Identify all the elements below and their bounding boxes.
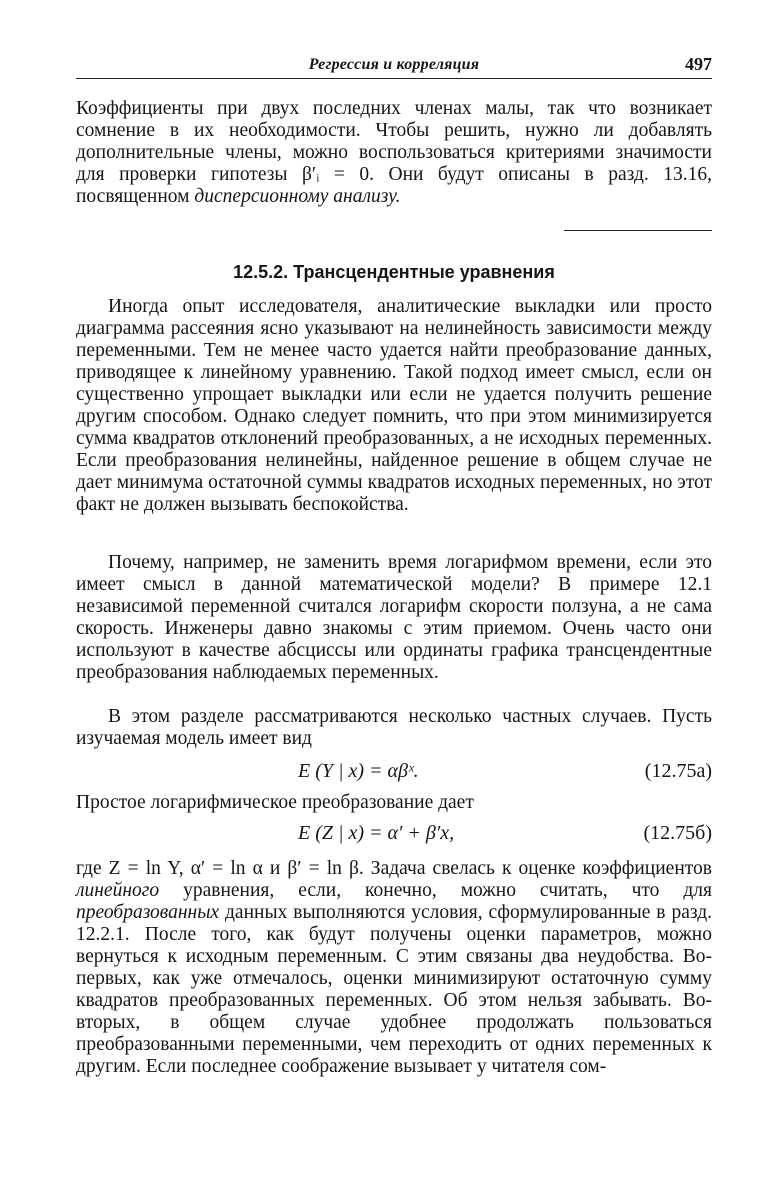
italic-term: линейного [76, 880, 160, 901]
paragraph-text: Коэффициенты при двух последних членах малы, так что возникает сомнение в их необходимости. Чтобы решить, нужно ли добавлять дополнительные члены, можно воспользоваться критериями значимости для проверки гипотезы β′ᵢ = 0. Они будут описаны в разд. 13.16, посвященном [76, 98, 712, 207]
paragraph-discussion [76, 858, 712, 1078]
paragraph-intro: Иногда опыт исследователя, аналитические выкладки или просто диаграмма рассеяния ясно указывают на нелинейность зависимости между переменными. Тем не менее часто удается найти преобразование данных, приводящее к линейному уравнению. Такой подход имеет смысл, если он существенно упрощает выкладки или если не удается получить решение другим способом. Однако следует помнить, что при этом минимизируется сумма квадратов отклонений преобразованных, а не исходных переменных. Если преобразования нелинейны, найденное решение в общем случае не дает минимума остаточной суммы квадратов исходных переменных, но этот факт не должен вызывать беспокойства. [76, 296, 712, 515]
equation-number: (12.75б) [643, 822, 712, 844]
page-header [76, 54, 712, 79]
paragraph-cases: В этом разделе рассматриваются несколько частных случаев. Пусть изучаемая модель имеет вид [76, 706, 712, 749]
section-heading: 12.5.2. Трансцендентные уравнения [233, 262, 555, 282]
equation-expression: E (Y | x) = αβˣ. [298, 760, 419, 782]
paragraph-example: Почему, например, не заменить время логарифмом времени, если это имеет смысл в данной математической модели? В примере 12.1 независимой переменной считался логарифм скорости ползуна, а не сама скорость. Инженеры давно знакомы с этим приемом. Очень часто они используют в качестве абсциссы или ординаты графика трансцендентные преобразования наблюдаемых переменных. [76, 552, 712, 683]
equation-number: (12.75а) [644, 760, 712, 782]
section-divider [564, 230, 712, 231]
italic-term: дисперсионному анализу. [194, 186, 401, 207]
equation-12-75a [76, 760, 712, 784]
equation-expression: E (Z | x) = α′ + β′x, [298, 822, 455, 844]
equation-12-75b [76, 822, 712, 846]
italic-term: преобразованных [76, 902, 220, 923]
page-number: 497 [685, 54, 712, 74]
paragraph-coefficients [76, 98, 712, 208]
paragraph-transform: Простое логарифмическое преобразование дает [76, 792, 474, 813]
running-title: Регрессия и корреляция [308, 56, 480, 73]
paragraph-text: данных выполняются условия, сформулированные в разд. 12.2.1. После того, как будут получены оценки параметров, можно вернуться к исходным переменным. С этим связаны два неудобства. Во-первых, как уже отмечалось, оценки минимизируют остаточную сумму квадратов преобразованных переменных. Об этом нельзя забывать. Во-вторых, в общем случае удобнее продолжать пользоваться преобразованными переменными, чем переходить от одних переменных к другим. Если последнее соображение вызывает у читателя сом- [76, 902, 712, 1077]
paragraph-text: уравнения, если, конечно, можно считать, что для [183, 880, 713, 901]
paragraph-text: где Z = ln Y, α′ = ln α и β′ = ln β. Задача свелась к оценке коэффициентов [76, 858, 712, 879]
